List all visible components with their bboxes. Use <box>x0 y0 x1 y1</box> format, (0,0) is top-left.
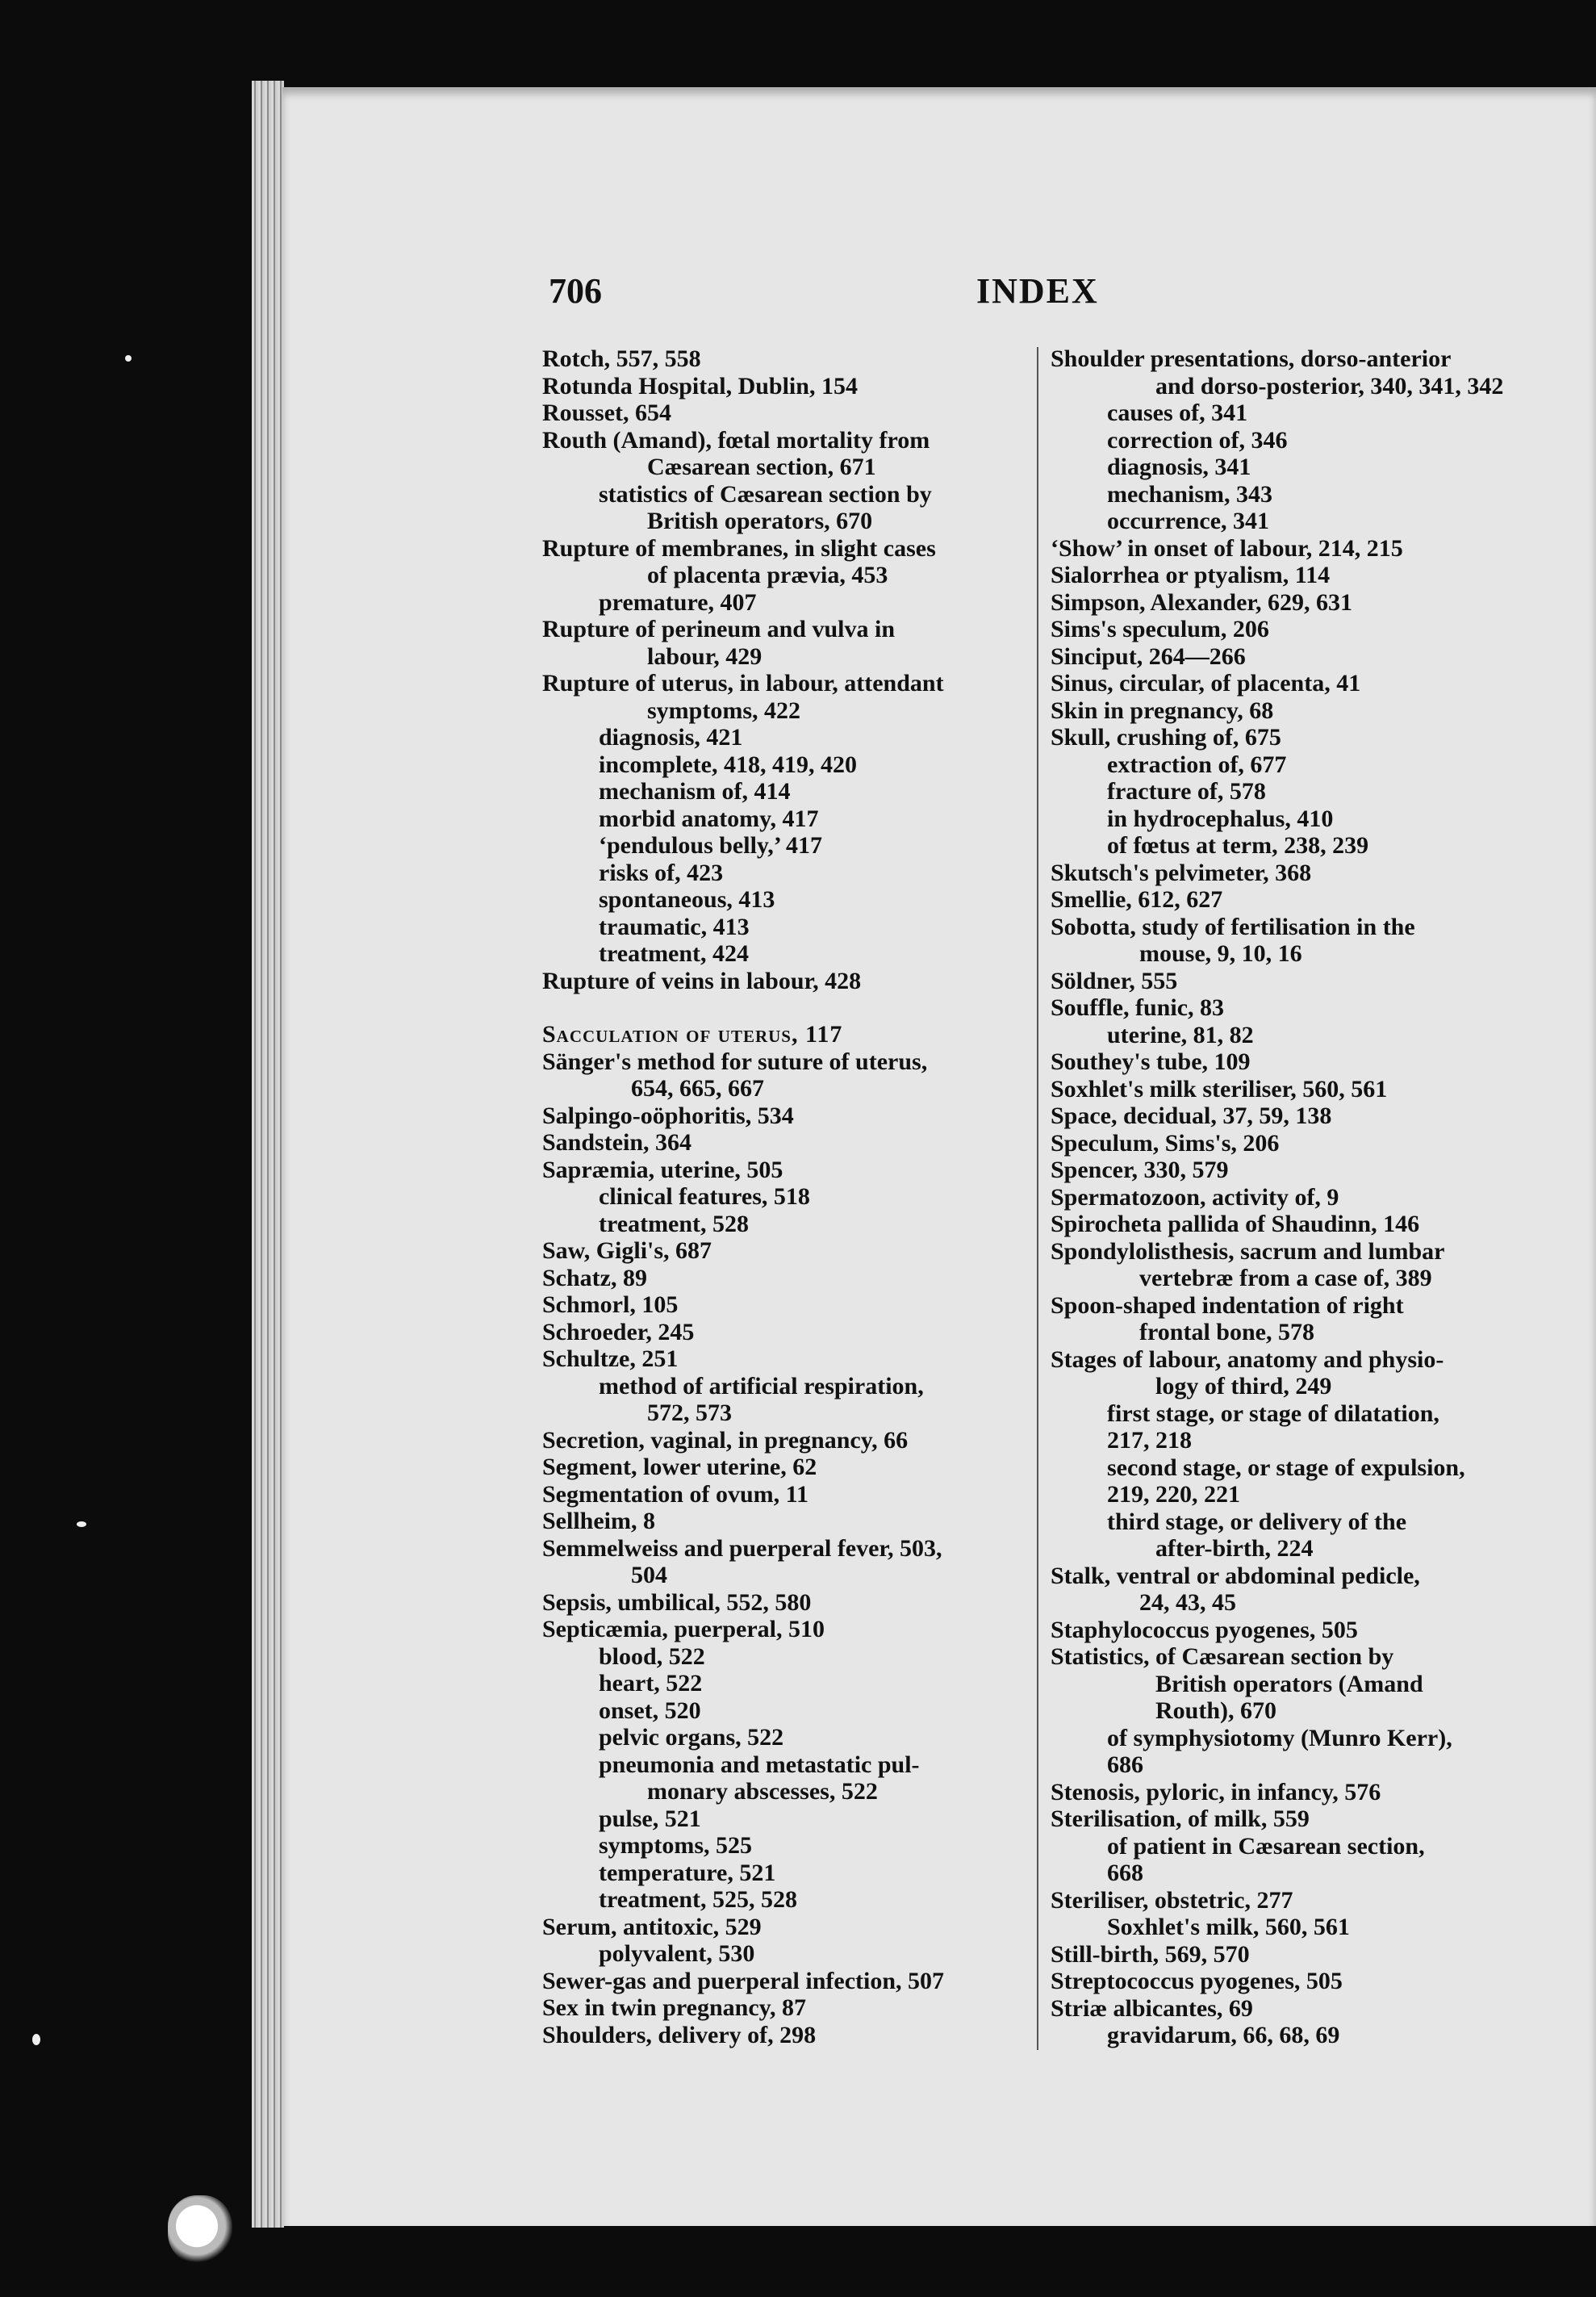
index-entry: clinical features, 518 <box>599 1183 810 1210</box>
index-entry: heart, 522 <box>599 1670 703 1697</box>
index-entry: Stages of labour, anatomy and physio- <box>1051 1345 1444 1373</box>
speck <box>125 355 132 362</box>
index-entry: mechanism of, 414 <box>599 778 791 805</box>
index-entry: British operators, 670 <box>647 508 873 534</box>
index-entry: pelvic organs, 522 <box>599 1724 784 1751</box>
index-entry: 219, 220, 221 <box>1107 1481 1240 1508</box>
index-entry: Schmorl, 105 <box>542 1291 679 1318</box>
index-entry: diagnosis, 341 <box>1107 454 1251 480</box>
index-entry: occurrence, 341 <box>1107 508 1270 534</box>
index-entry: Sex in twin pregnancy, 87 <box>542 1994 806 2021</box>
index-column-right <box>1051 345 1523 2049</box>
index-entry: 504 <box>631 1562 667 1588</box>
section-gap <box>542 994 1034 1021</box>
index-entry: 217, 218 <box>1107 1427 1192 1454</box>
index-entry: of symphysiotomy (Munro Kerr), <box>1107 1724 1452 1751</box>
index-entry: symptoms, 422 <box>647 697 801 724</box>
index-entry: Sandstein, 364 <box>542 1129 692 1156</box>
index-entry: traumatic, 413 <box>599 913 750 940</box>
index-entry: Staphylococcus pyogenes, 505 <box>1051 1616 1358 1643</box>
index-entry: second stage, or stage of expulsion, <box>1107 1454 1465 1481</box>
index-entry: Serum, antitoxic, 529 <box>542 1913 762 1940</box>
index-entry: Rupture of perineum and vulva in <box>542 616 896 642</box>
index-entry: causes of, 341 <box>1107 400 1248 426</box>
index-entry: treatment, 525, 528 <box>599 1886 798 1913</box>
index-entry: 24, 43, 45 <box>1139 1589 1236 1616</box>
index-entry: treatment, 528 <box>599 1210 750 1237</box>
index-entry: Spencer, 330, 579 <box>1051 1157 1229 1183</box>
index-entry: Schultze, 251 <box>542 1345 679 1372</box>
index-entry: Soxhlet's milk, 560, 561 <box>1107 1914 1350 1940</box>
index-entry: Routh (Amand), fœtal mortality from <box>542 426 930 454</box>
index-entry: blood, 522 <box>599 1642 705 1670</box>
index-entry: temperature, 521 <box>599 1859 776 1886</box>
index-entry: ‘Show’ in onset of labour, 214, 215 <box>1051 534 1403 562</box>
index-entry: Rupture of veins in labour, 428 <box>542 967 862 994</box>
speck <box>32 2034 40 2045</box>
index-entry: Sterilisation, of milk, 559 <box>1051 1805 1310 1832</box>
index-entry: British operators (Amand <box>1155 1670 1423 1697</box>
index-entry: onset, 520 <box>599 1697 701 1724</box>
index-entry: frontal bone, 578 <box>1139 1319 1314 1345</box>
index-entry: pulse, 521 <box>599 1805 701 1832</box>
index-entry: ‘pendulous belly,’ 417 <box>599 832 823 859</box>
index-entry: Souffle, funic, 83 <box>1051 994 1225 1021</box>
index-entry: Still-birth, 569, 570 <box>1051 1940 1250 1968</box>
index-entry: third stage, or delivery of the <box>1107 1508 1407 1535</box>
index-entry: 686 <box>1107 1751 1143 1778</box>
index-entry: Semmelweiss and puerperal fever, 503, <box>542 1534 942 1562</box>
index-entry: Segment, lower uterine, 62 <box>542 1454 817 1480</box>
index-entry: mechanism, 343 <box>1107 480 1272 508</box>
index-entry: logy of third, 249 <box>1155 1373 1332 1400</box>
index-entry: Smellie, 612, 627 <box>1051 886 1223 913</box>
index-entry: Steriliser, obstetric, 277 <box>1051 1886 1293 1914</box>
index-entry: labour, 429 <box>647 642 762 670</box>
index-entry: morbid anatomy, 417 <box>599 805 819 832</box>
index-entry: Secretion, vaginal, in pregnancy, 66 <box>542 1426 909 1454</box>
index-entry: pneumonia and metastatic pul- <box>599 1751 920 1778</box>
index-entry: Cæsarean section, 671 <box>647 454 876 480</box>
column-divider <box>1037 347 1038 2050</box>
index-entry: of placenta prævia, 453 <box>647 562 888 588</box>
index-entry: Streptococcus pyogenes, 505 <box>1051 1968 1343 1994</box>
index-entry: Shoulder presentations, dorso-anterior <box>1051 345 1452 372</box>
index-entry: premature, 407 <box>599 588 757 616</box>
index-entry: Saw, Gigli's, 687 <box>542 1237 712 1264</box>
index-entry: incomplete, 418, 419, 420 <box>599 751 857 778</box>
index-entry: Sinus, circular, of placenta, 41 <box>1051 670 1361 697</box>
index-entry: Stenosis, pyloric, in infancy, 576 <box>1051 1778 1381 1805</box>
index-entry: Sapræmia, uterine, 505 <box>542 1156 783 1183</box>
index-entry: Sinciput, 264—266 <box>1051 642 1246 670</box>
index-entry: Simpson, Alexander, 629, 631 <box>1051 588 1352 616</box>
index-entry: gravidarum, 66, 68, 69 <box>1107 2022 1340 2048</box>
index-entry: Routh), 670 <box>1155 1697 1277 1724</box>
index-entry: Rotunda Hospital, Dublin, 154 <box>542 372 858 400</box>
index-entry: vertebræ from a case of, 389 <box>1139 1265 1432 1291</box>
index-entry: mouse, 9, 10, 16 <box>1139 940 1302 967</box>
index-entry: Sepsis, umbilical, 552, 580 <box>542 1588 812 1616</box>
index-entry: spontaneous, 413 <box>599 886 775 913</box>
index-entry: treatment, 424 <box>599 940 750 967</box>
index-entry: Septicæmia, puerperal, 510 <box>542 1616 825 1642</box>
index-entry: in hydrocephalus, 410 <box>1107 805 1334 832</box>
index-entry: Schroeder, 245 <box>542 1318 695 1345</box>
index-entry: after-birth, 224 <box>1155 1535 1314 1562</box>
index-entry: risks of, 423 <box>599 859 724 886</box>
index-entry: polyvalent, 530 <box>599 1940 755 1967</box>
index-entry: Statistics, of Cæsarean section by <box>1051 1643 1394 1670</box>
index-entry: method of artificial respiration, <box>599 1372 924 1400</box>
index-entry: Speculum, Sims's, 206 <box>1051 1129 1280 1157</box>
index-entry: 572, 573 <box>647 1400 732 1426</box>
index-entry: Sims's speculum, 206 <box>1051 616 1269 642</box>
index-entry: Sacculation of uterus, 117 <box>542 1021 843 1048</box>
index-entry: Salpingo-oöphoritis, 534 <box>542 1102 794 1129</box>
index-entry: Söldner, 555 <box>1051 967 1178 994</box>
index-entry: Rupture of uterus, in labour, attendant <box>542 670 944 697</box>
index-entry: first stage, or stage of dilatation, <box>1107 1400 1439 1427</box>
page-number: 706 <box>549 271 602 311</box>
index-entry: Space, decidual, 37, 59, 138 <box>1051 1102 1332 1129</box>
index-entry: Rousset, 654 <box>542 400 672 426</box>
speck <box>77 1521 86 1527</box>
index-entry: correction of, 346 <box>1107 426 1288 454</box>
index-entry: symptoms, 525 <box>599 1832 753 1859</box>
index-entry: Skutsch's pelvimeter, 368 <box>1051 859 1312 886</box>
index-entry: of fœtus at term, 238, 239 <box>1107 832 1369 859</box>
index-entry: Southey's tube, 109 <box>1051 1048 1251 1075</box>
index-entry: Skin in pregnancy, 68 <box>1051 697 1274 724</box>
index-entry: Sewer-gas and puerperal infection, 507 <box>542 1967 945 1994</box>
index-entry: Skull, crushing of, 675 <box>1051 724 1281 751</box>
index-entry: Soxhlet's milk steriliser, 560, 561 <box>1051 1075 1388 1102</box>
index-entry: diagnosis, 421 <box>599 724 743 751</box>
index-entry: 668 <box>1107 1860 1143 1886</box>
page-stack-edge <box>252 81 284 2228</box>
stain-mark <box>168 2195 232 2264</box>
index-entry: Striæ albicantes, 69 <box>1051 1994 1253 2022</box>
page-title: INDEX <box>976 271 1099 311</box>
index-entry: of patient in Cæsarean section, <box>1107 1832 1425 1860</box>
index-entry: Sialorrhea or ptyalism, 114 <box>1051 562 1331 588</box>
index-entry: Rotch, 557, 558 <box>542 345 701 372</box>
index-entry: Spondylolisthesis, sacrum and lumbar <box>1051 1237 1445 1265</box>
index-entry: Sellheim, 8 <box>542 1508 655 1534</box>
index-entry: Spoon-shaped indentation of right <box>1051 1291 1404 1319</box>
index-entry: Spirocheta pallida of Shaudinn, 146 <box>1051 1211 1420 1237</box>
index-entry: uterine, 81, 82 <box>1107 1021 1254 1048</box>
index-entry: Segmentation of ovum, 11 <box>542 1480 808 1508</box>
index-entry: extraction of, 677 <box>1107 751 1287 778</box>
index-entry: 654, 665, 667 <box>631 1075 764 1102</box>
index-entry: monary abscesses, 522 <box>647 1778 878 1805</box>
index-entry: fracture of, 578 <box>1107 778 1266 805</box>
index-entry: Spermatozoon, activity of, 9 <box>1051 1183 1339 1211</box>
index-entry: statistics of Cæsarean section by <box>599 480 932 508</box>
index-entry: Sänger's method for suture of uterus, <box>542 1048 928 1075</box>
index-entry: Stalk, ventral or abdominal pedicle, <box>1051 1562 1420 1589</box>
index-entry: and dorso-posterior, 340, 341, 342 <box>1155 372 1504 400</box>
index-entry: Shoulders, delivery of, 298 <box>542 2021 817 2048</box>
index-column-left <box>542 345 1034 2048</box>
index-entry: Sobotta, study of fertilisation in the <box>1051 913 1415 940</box>
index-entry: Schatz, 89 <box>542 1264 647 1291</box>
index-entry: Rupture of membranes, in slight cases <box>542 534 936 562</box>
